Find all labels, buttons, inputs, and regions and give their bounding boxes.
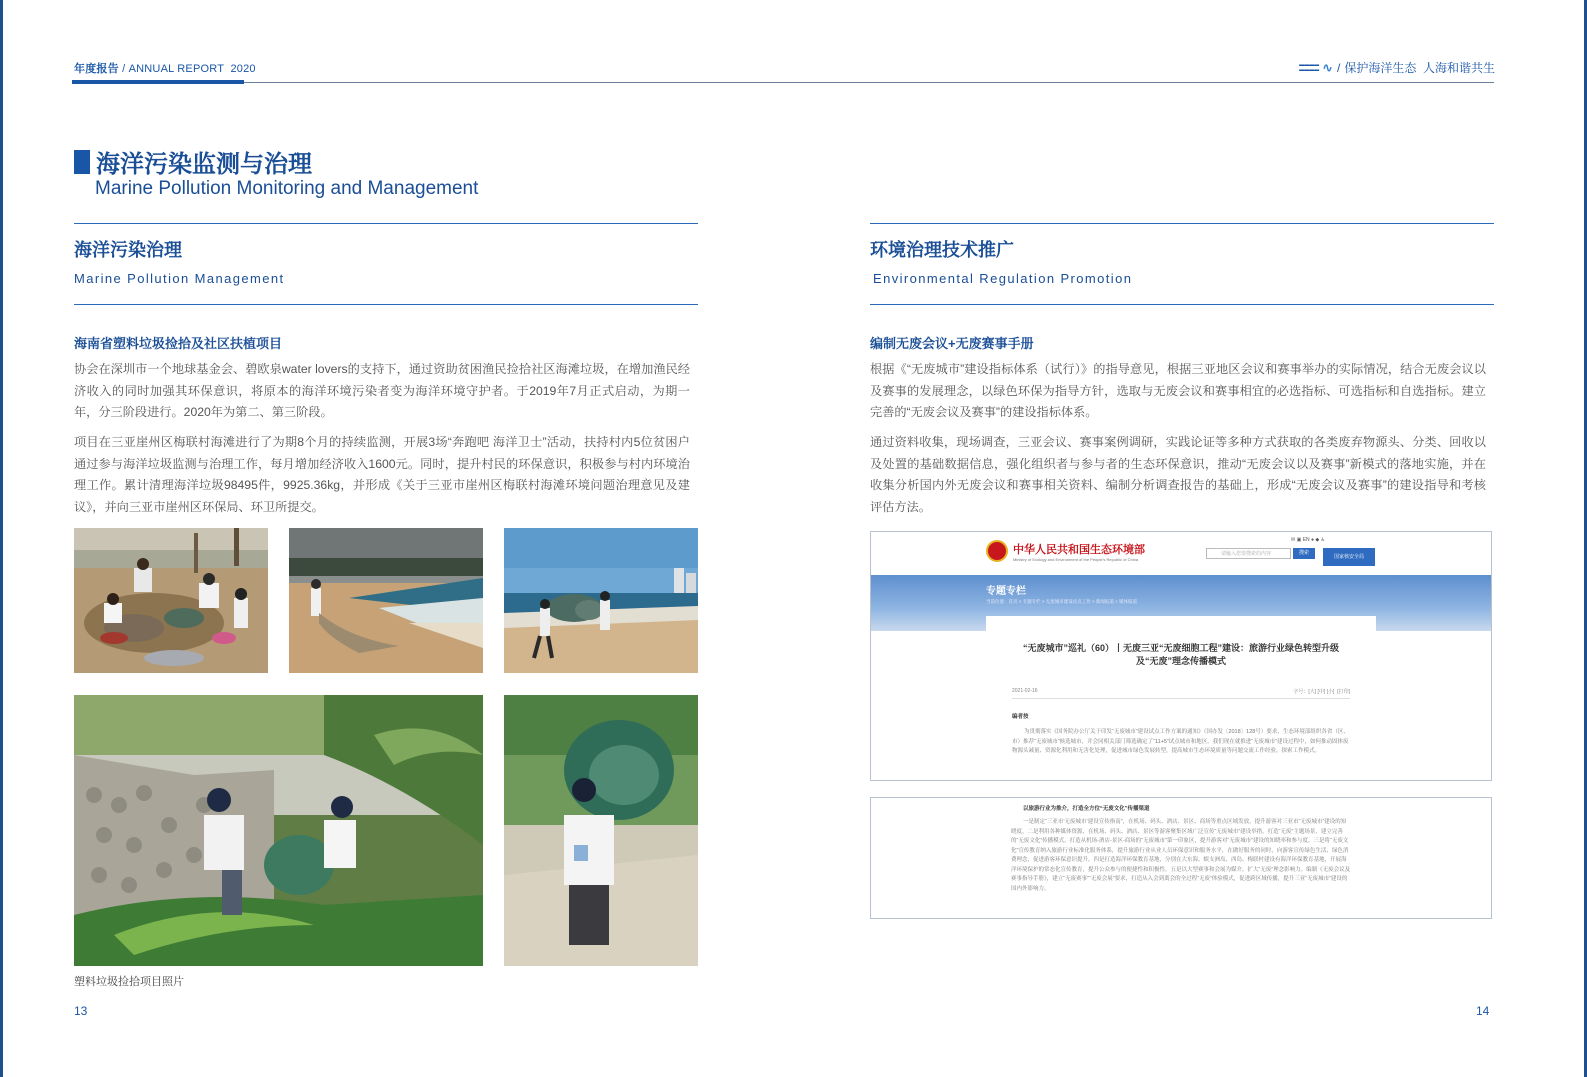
font-size-control[interactable]: 字号：[大] [中] [小]: [1293, 689, 1335, 695]
photo-volunteer-carrying-bag: [504, 695, 698, 966]
article-excerpt-screenshot: [870, 797, 1492, 919]
top-utility-icons: ✉ ▣ EN ● ◆ ♿: [1291, 537, 1326, 543]
page-title: [74, 144, 312, 179]
slogan-sep: /: [1336, 60, 1341, 75]
photo-beach-sorting: [74, 528, 268, 673]
ministry-webpage-screenshot: [870, 531, 1492, 781]
page-number-left: 13: [74, 1004, 88, 1018]
ministry-logo-group: [986, 540, 1145, 562]
photo-beach-carrying: [504, 528, 698, 673]
breadcrumb: 当前位置：首页 > 专题专栏 > 无废城市建设试点工作 > 新闻报道 > 媒体报道: [986, 599, 1138, 604]
report-header: [74, 60, 256, 76]
article-panel: [986, 616, 1376, 781]
editor-note-body: 为贯彻落实《国务院办公厅关于印发“无废城市”建设试点工作方案的通知》（国办发〔2018〕128号）要求，生态环境部组织各省（区、市）推荐“无废城市”候选城市，并会同相关部门筛选确定了“11+5”试点城市和地区。我们现在就推进“无废城市”建设过程中，如何推动固体废物源头减量、资源化利用和无害化处理，促进城市绿色发展转型，提高城市生态环境质量等问题交流工作经验，探索工作模式。: [1012, 729, 1349, 754]
photo-shore-cleanup-group: [74, 695, 483, 966]
header-cn: 年度报告: [74, 63, 119, 75]
left-paragraph-2: 项目在三亚崖州区梅联村海滩进行了为期8个月的持续监测，开展3场“奔跑吧 海洋卫士”活动，扶持村内5位贫困户通过参与海洋垃圾监测与治理工作，每月增加经济收入1600元。同时，提升村民的环保意识，积极参与村内环境治理工作。累计清理海洋垃圾98495件，9925.36kg，并形成《关于三亚市崖州区梅联村海滩环境问题治理意见及建议》，并向三亚市崖州区环保局、环卫所提交。: [74, 435, 690, 514]
excerpt-heading: 以旅游行业为推介，打造全方位“无废文化”传播渠道: [1023, 806, 1150, 812]
header-year: 2020: [230, 63, 256, 75]
right-subtitle: 编制无废会议+无废赛事手册: [870, 336, 1034, 351]
banner-title: 专题专栏: [986, 586, 1026, 597]
left-rule-top: [74, 223, 698, 224]
photo-caption: 塑料垃圾捡拾项目照片: [74, 976, 184, 988]
header-accent-bar: [72, 80, 244, 84]
ministry-name-cn: 中华人民共和国生态环境部: [1013, 543, 1145, 556]
editor-note-label: 编者按: [1012, 714, 1029, 720]
page-title-cn: 海洋污染监测与治理: [96, 151, 312, 178]
ministry-search-input[interactable]: 请输入您要搜索的内容: [1206, 548, 1291, 559]
header-slogan: 保护海洋生态 人海和谐共生: [1344, 61, 1495, 75]
title-marker: [74, 150, 90, 174]
right-paragraph-1: 根据《“无废城市”建设指标体系（试行）》的指导意见，根据三亚地区会议和赛事举办的实际情况，结合无废会议以及赛事的发展理念，以绿色环保为指导方针，选取与无废会议和赛事相宜的必选指标、可选指标和自选指标。建立完善的“无废会议及赛事”的建设指标体系。: [870, 362, 1486, 419]
header-divider: [72, 82, 1494, 83]
header-sep: /: [122, 63, 126, 75]
excerpt-body: 一是制定“三亚市‘无废城市’建设宣传指南”，在机场、码头、酒店、景区、商场等重点区域发放，提升游客对三亚市“无废城市”建设的知晓度。二是利用各种媒体资源，在机场、码头、酒店、景区等游客聚集区域广泛宣传“无废城市”建设举措，打造“无废”主题场景，建立完善的“无废文化”传播模式。打造从机场-酒店-景区-商场的“无废城市”第一印象区，提升游客对“无废城市”建设的知晓率和参与度。三是将“无废文化”宣传教育纳入旅游行业标准化服务体系，提升旅游行业从业人员环保意识和服务水平，在做好服务的同时，向游客宣传绿色生活、绿色消费理念，促进游客环保意识提升。四是打造海洋环保教育基地，分别在大东海、蜈支洲岛、西岛、梅联村建设有海洋环保教育基地，开展海洋环境保护的常态化宣传教育，提升公众参与的便捷性和积极性。五是以大型赛事和会展为媒介，扩大“无废”理念影响力。编制《无废会议及赛事指导手册》，建立“无废赛事”“无废会展”要求，打造从入会到离会的全过程“无废”体验模式，促进跨区域传播，提升三亚“无废城市”建设的国内外影响力。: [1011, 819, 1351, 892]
national-emblem-icon: [986, 540, 1008, 562]
right-rule-top: [870, 223, 1494, 224]
header-slogan-group: [1299, 59, 1495, 76]
page-title-en: Marine Pollution Monitoring and Management: [95, 178, 479, 199]
article-date: 2021-02-16: [1012, 688, 1038, 694]
ministry-name-en: Ministry of Ecology and Environment of the People's Republic of China: [1013, 556, 1139, 562]
ministry-search-button[interactable]: 搜索: [1293, 548, 1315, 559]
right-section-title: 环境治理技术推广: [870, 240, 1014, 260]
page-number-right: 14: [1476, 1004, 1490, 1018]
nuclear-safety-badge[interactable]: 国家核安全局: [1323, 548, 1375, 566]
photo-beach-net: [289, 528, 483, 673]
header-en: ANNUAL REPORT: [128, 63, 224, 75]
right-paragraph-2: 通过资料收集，现场调查，三亚会议、赛事案例调研，实践论证等多种方式获取的各类废弃物源头、分类、回收以及处置的基础数据信息，强化组织者与参与者的生态环保意识，推动“无废会议以及赛事”新模式的落地实施，并在收集分析国内外无废会议和赛事相关资料、编制分析调查报告的基础上，形成“无废会议及赛事”的建设指导和考核评估方法。: [870, 435, 1486, 514]
left-section-title: 海洋污染治理: [74, 240, 182, 260]
wave-logo-icon: ∿: [1322, 59, 1333, 75]
association-logo: ▬▬▬▬ ▬▬▬▬ ∿: [1299, 59, 1333, 75]
left-paragraph-1: 协会在深圳市一个地球基金会、碧欧泉water lovers的支持下，通过资助贫困渔民捡拾社区海滩垃圾，在增加渔民经济收入的同时加强其环保意识，将原本的海洋环境污染者变为海洋环境守护者。于2019年7月正式启动，为期一年，分三阶段进行。2020年为第二、第三阶段。: [74, 362, 690, 419]
left-section-subtitle: Marine Pollution Management: [74, 271, 285, 286]
left-subtitle: 海南省塑料垃圾捡拾及社区扶植项目: [74, 336, 283, 351]
left-border: [0, 0, 3, 1077]
right-section-subtitle: Environmental Regulation Promotion: [873, 271, 1133, 286]
right-rule-bottom: [870, 304, 1494, 305]
article-title: “无废城市”巡礼（60）丨无废三亚“无废细胞工程”建设：旅游行业绿色转型升级及“无废”理念传播模式: [1022, 643, 1339, 666]
print-link[interactable]: [打印]: [1337, 689, 1350, 695]
article-meta: [1012, 688, 1350, 699]
left-rule-bottom: [74, 304, 698, 305]
